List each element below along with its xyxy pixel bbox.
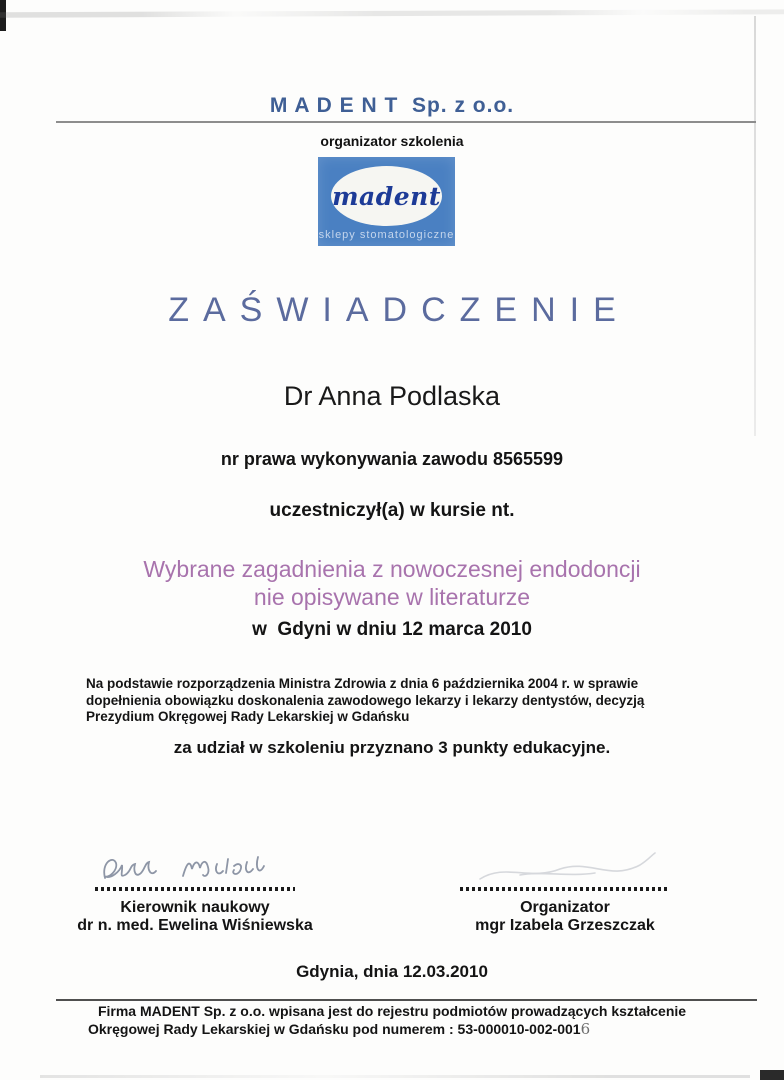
course-title-line1: Wybrane zagadnienia z nowoczesnej endodoncji xyxy=(143,556,641,582)
signature-role-right: Organizator xyxy=(520,899,610,916)
issue-date-line: Gdynia, dnia 12.03.2010 xyxy=(296,962,488,981)
signature-name-right: mgr Izabela Grzeszczak xyxy=(475,917,655,934)
scan-artifact-bottom-smudge xyxy=(40,1075,750,1078)
signature-block-right xyxy=(430,851,700,935)
logo-brand-text: madent xyxy=(332,181,441,211)
madent-logo xyxy=(318,157,455,246)
legal-line-1: Na podstawie rozporządzenia Ministra Zdrowia z dnia 6 października 2004 r. w sprawie xyxy=(86,676,639,691)
participation-line: uczestniczył(a) w kursie nt. xyxy=(269,500,515,521)
course-title-line2: nie opisywane w literaturze xyxy=(253,584,531,610)
logo-tagline: sklepy stomatologiczne xyxy=(318,229,455,241)
footer-registration-line1: Firma MADENT Sp. z o.o. wpisana jest do rejestru podmiotów prowadzących kształcenie xyxy=(97,1003,687,1019)
legal-line-3: Prezydium Okręgowej Rady Lekarskiej w Gdańsku xyxy=(86,709,410,724)
signature-block-left xyxy=(60,851,330,935)
signature-name-left: dr n. med. Ewelina Wiśniewska xyxy=(77,917,313,934)
recipient-name: Dr Anna Podlaska xyxy=(283,381,501,411)
license-number-line: nr prawa wykonywania zawodu 8565599 xyxy=(220,449,564,469)
footer-divider-line xyxy=(56,999,757,1001)
education-points-line: za udział w szkoleniu przyznano 3 punkty edukacyjne. xyxy=(173,738,611,757)
logo-ellipse xyxy=(331,166,442,226)
signature-dotted-line-left xyxy=(95,887,295,891)
handwritten-signature-left xyxy=(95,851,295,887)
company-name-header: M A D E N T Sp. z o.o. xyxy=(269,94,515,117)
scan-artifact-bottom-right-mark xyxy=(760,1070,784,1080)
handwritten-signature-right xyxy=(460,851,670,887)
footer-registration-number: Okręgowej Rady Lekarskiej w Gdańsku pod numerem : 53-000010-002-001 xyxy=(88,1021,581,1037)
signature-dotted-line-right xyxy=(460,887,670,891)
scan-artifact-right-edge-line xyxy=(754,16,756,436)
legal-basis-paragraph xyxy=(86,676,716,726)
course-location-date: w Gdyni w dniu 12 marca 2010 xyxy=(252,619,532,640)
scan-artifact-top-smudge xyxy=(0,8,784,22)
footer-handwritten-digit: 6 xyxy=(580,1020,591,1038)
footer-registration-line2 xyxy=(88,1020,748,1038)
legal-line-2: dopełnienia obowiązku doskonalenia zawodowego lekarzy i lekarzy dentystów, decyzją xyxy=(86,692,645,708)
organizer-subtitle: organizator szkolenia xyxy=(320,133,464,149)
certificate-title: ZAŚWIADCZENIE xyxy=(168,291,630,329)
signature-role-left: Kierownik naukowy xyxy=(120,899,270,916)
header-divider-line xyxy=(56,121,756,123)
